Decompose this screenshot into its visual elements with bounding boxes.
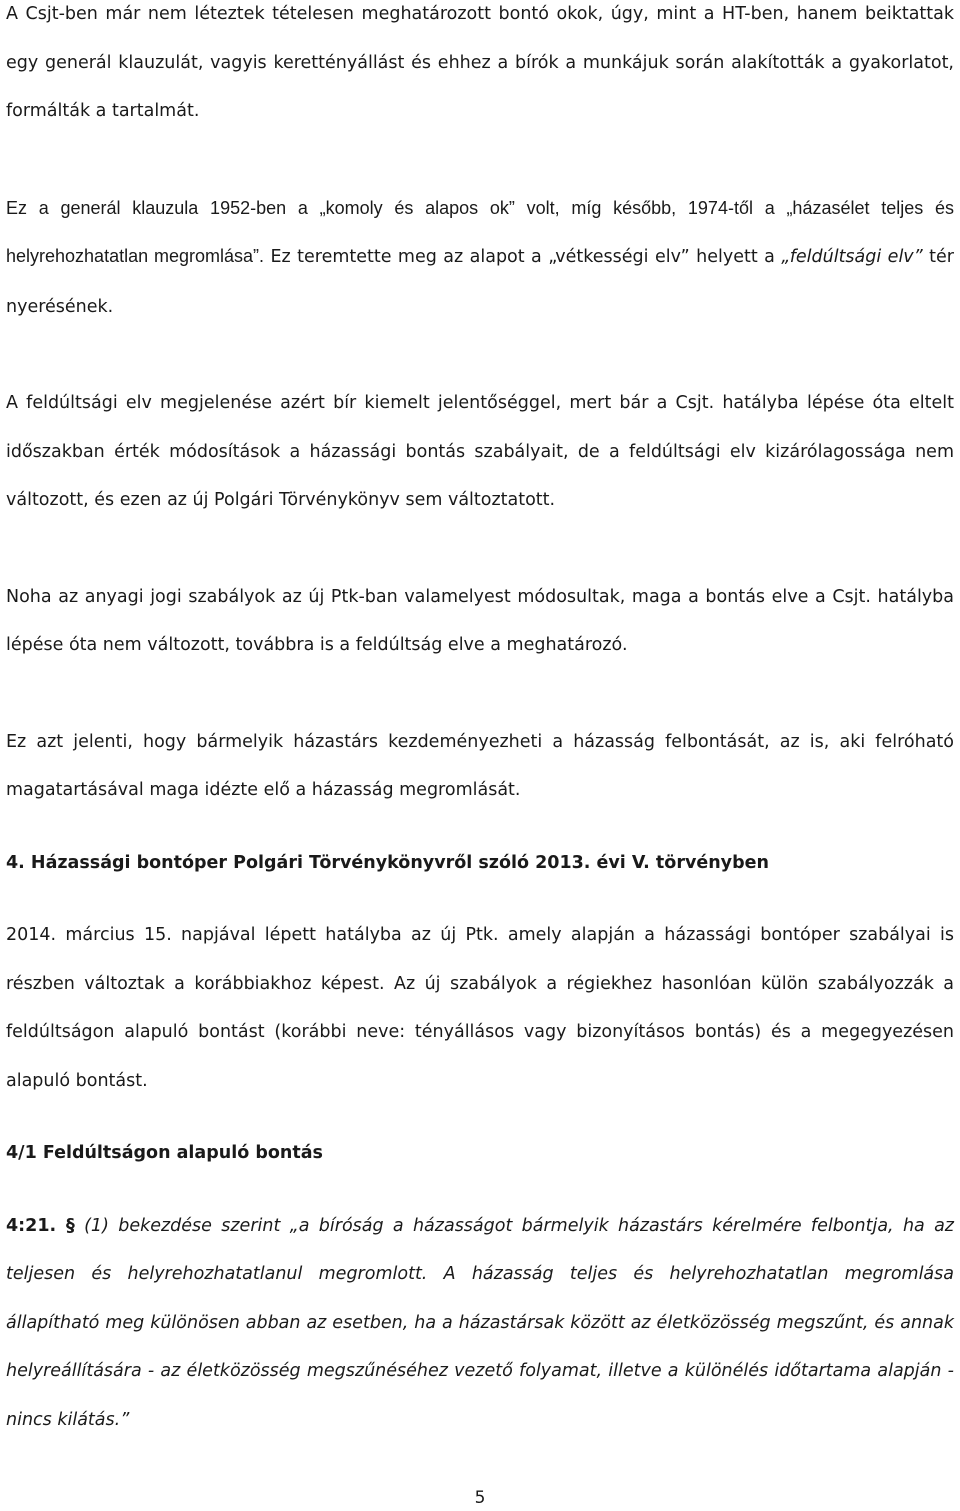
document-page: [6, 0, 954, 1444]
paragraph-anyagi-jogi-szabalyok: Noha az anyagi jogi szabályok az új Ptk-ban valamelyest módosultak, maga a bontás elve a Csjt. hatályba lépése óta nem változott, továbbra is a feldúltság elve a meghatározó.: [6, 586, 954, 655]
text-torvenyi-idezet: (1) bekezdése szerint „a bíróság a házasságot bármelyik házastárs kérelmére felbontja, ha az teljesen és helyrehozhatatlanul megromlott. A házasság teljes és helyrehozhatatlan megromlása állapítható meg különösen abban az esetben, ha a házastársak között az életközösség megszűnt, és annak helyreállítására - az életközösség megszűnéséhez vezető folyamat, illetve a különélés időtartama alapján - nincs kilátás.”: [6, 1215, 954, 1430]
page-number: 5: [474, 1488, 486, 1508]
spacer: [6, 1105, 954, 1129]
paragraph-uj-ptk-hatalyba: 2014. március 15. napjával lépett hatályba az új Ptk. amely alapján a házassági bontóper szabályai is részben változtak a korábbiakhoz képest. Az új szabályok a régiekhez hasonlóan külön szabályozzák a feldúltságon alapuló bontást (korábbi neve: tényállásos vagy bizonyításos bontás) és a megegyezésen alapuló bontást.: [6, 925, 954, 1091]
spacer: [6, 525, 954, 573]
paragraph-4-21-paragrafus: [6, 1202, 954, 1445]
section-heading-4: 4. Házassági bontóper Polgári Törvénykönyvről szóló 2013. évi V. törvényben: [6, 852, 769, 873]
text-ter-nyeresenek: tér nyerésének.: [6, 247, 954, 317]
text-generalis-klauzula: Ez a generál klauzula 1952-ben a „komoly és alapos ok” volt, míg később, 1974-től a „házasélet teljes és helyrehozhatatlan megromlása”.: [6, 197, 954, 266]
paragraph-generalis-klauzula: [6, 184, 954, 332]
paragraph-azt-jelenti: Ez azt jelenti, hogy bármelyik házastárs kezdeményezheti a házasság felbontását, az is, aki felróható magatartásával maga idézte elő a házasság megromlását.: [6, 731, 954, 800]
spacer: [6, 1178, 954, 1202]
spacer: [6, 331, 954, 379]
paragraph-feldultsagi-elv: A feldúltsági elv megjelenése azért bír kiemelt jelentőséggel, mert bár a Csjt. hatályba lépése óta eltelt időszakban érték módosítások a házassági bontás szabályait, de a feldúltsági elv kizárólagossága nem változott, és ezen az új Polgári Törvénykönyv sem változtatott.: [6, 393, 954, 510]
spacer: [6, 815, 954, 839]
spacer: [6, 887, 954, 911]
text-feldultsagi-elv: „feldúltsági elv”: [781, 247, 923, 267]
paragraph-csjt-bonto-okok: A Csjt-ben már nem léteztek tételesen meghatározott bontó okok, úgy, mint a HT-ben, hanem beiktattak egy generál klauzulát, vagyis kerettényállást és ehhez a bírók a munkájuk során alakították a gyakorlatot, formálták a tartalmát.: [6, 4, 954, 121]
section-heading-4-1: 4/1 Feldúltságon alapuló bontás: [6, 1143, 323, 1163]
text-paragrafus-szam: 4:21. §: [6, 1215, 75, 1236]
spacer: [6, 136, 954, 184]
text-vetkessegi-elv: Ez teremtette meg az alapot a „vétkességi elv” helyett a: [264, 247, 782, 267]
spacer: [6, 670, 954, 718]
